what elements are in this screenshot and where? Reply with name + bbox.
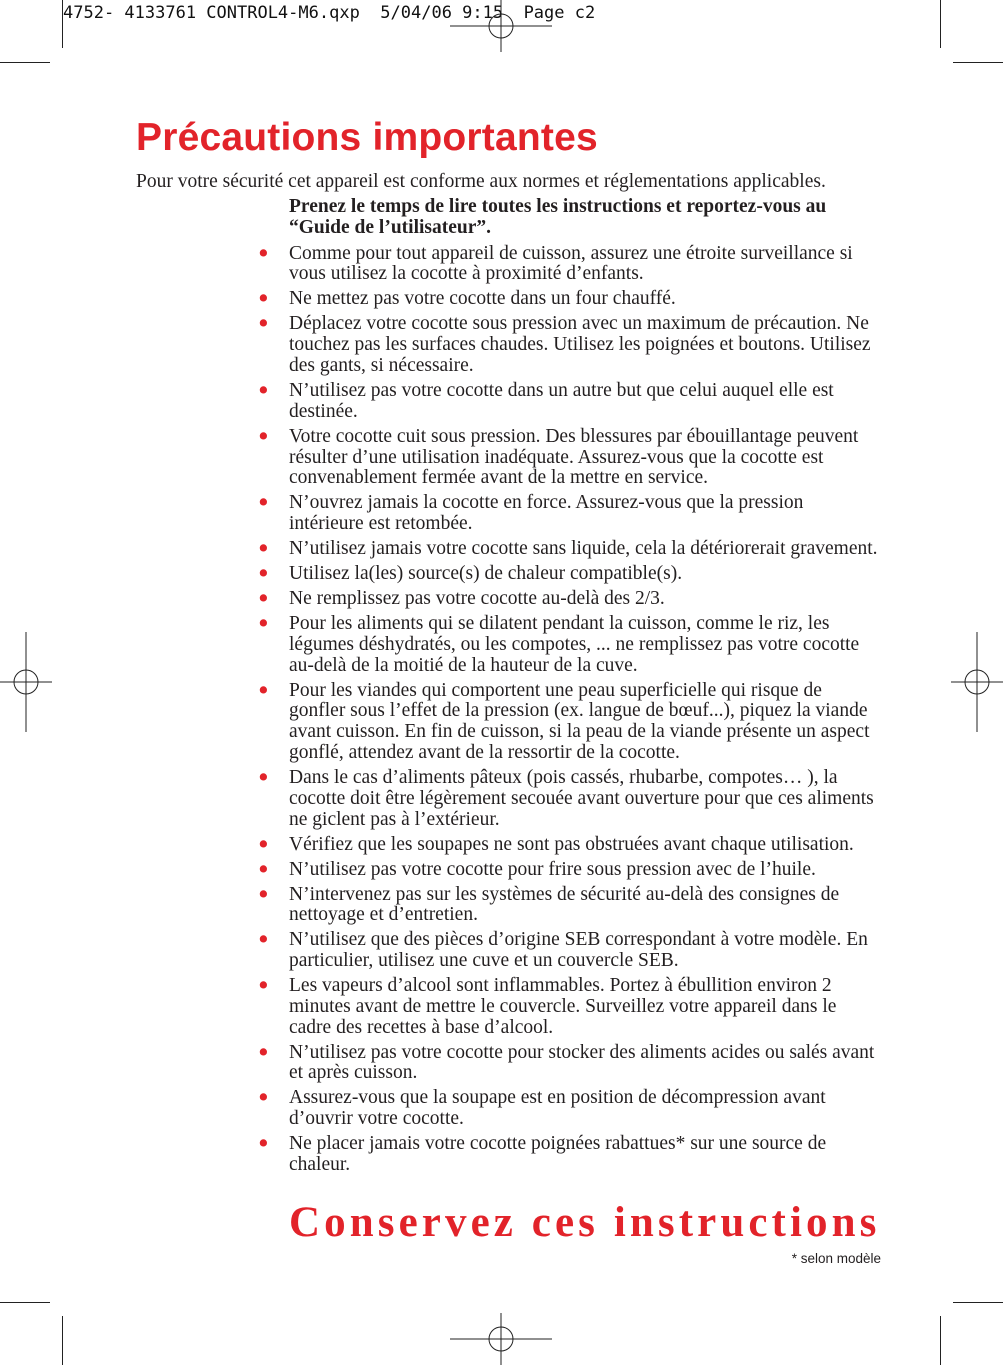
registration-mark-icon — [450, 1313, 552, 1365]
crop-mark — [940, 1316, 941, 1365]
list-item-text: N’utilisez que des pièces d’origine SEB correspondant à votre modèle. En particulier, utilisez une cuve et un couvercle SEB. — [289, 929, 868, 972]
list-item — [256, 762, 881, 830]
list-item-text: N’utilisez pas votre cocotte pour frire sous pression avec de l’huile. — [289, 858, 816, 880]
list-item — [256, 421, 881, 489]
crop-mark — [62, 0, 63, 48]
lead-instruction: Prenez le temps de lire toutes les instructions et reportez-vous au “Guide de l’utilisateur”. — [289, 196, 827, 238]
precautions-content — [256, 196, 881, 1180]
list-item-text: N’utilisez jamais votre cocotte sans liquide, cela la détériorerait gravement. — [289, 538, 878, 560]
crop-mark — [953, 1302, 1003, 1303]
page-title: Précautions importantes — [136, 116, 598, 159]
crop-mark — [0, 1302, 50, 1303]
list-item-text: Pour les viandes qui comportent une peau superficielle qui risque de gonfler sous l’effet de la pression (ex. langue de bœuf...), piquez la viande avant cuisson. En fin de cuisson, si la peau de la viande présente un aspect gonflé, attendez avant de la ressortir de la cocotte. — [289, 679, 870, 763]
list-item — [256, 488, 881, 535]
registration-mark-icon — [450, 0, 552, 52]
footnote: * selon modèle — [791, 1251, 881, 1266]
list-item-text: Utilisez la(les) source(s) de chaleur compatible(s). — [289, 563, 683, 585]
list-item — [256, 309, 881, 376]
list-item-text: Dans le cas d’aliments pâteux (pois cassés, rhubarbe, compotes… ), la cocotte doit être légèrement secouée avant ouverture pour que ces aliments ne giclent pas à l’extérieur. — [289, 766, 874, 830]
list-item — [256, 1129, 881, 1176]
bullet-icon: • — [256, 675, 271, 705]
list-item — [256, 829, 881, 859]
bullet-icon: • — [256, 309, 271, 339]
bullet-icon: • — [256, 879, 271, 909]
bullet-icon: • — [256, 488, 271, 518]
list-item — [256, 854, 881, 884]
bullet-icon: • — [256, 609, 271, 639]
list-item-text: Déplacez votre cocotte sous pression avec un maximum de précaution. Ne touchez pas les surfaces chaudes. Utilisez les poignées et boutons. Utilisez des gants, si nécessaire. — [289, 313, 871, 376]
bullet-icon: • — [256, 829, 271, 859]
list-item-text: Les vapeurs d’alcool sont inflammables. Portez à ébullition environ 2 minutes avant de mettre le couvercle. Surveillez votre appareil dans le cadre des recettes à base d’alcool. — [289, 975, 837, 1038]
closing-heading: Conservez ces instructions — [289, 1199, 881, 1246]
list-item — [256, 1037, 881, 1085]
crop-mark — [0, 62, 50, 63]
bullet-icon: • — [256, 1083, 271, 1113]
list-item — [256, 609, 881, 676]
bullet-icon: • — [256, 421, 271, 451]
list-item-text: Ne mettez pas votre cocotte dans un four chauffé. — [289, 288, 676, 310]
registration-mark-icon — [0, 632, 52, 732]
list-item-text: Votre cocotte cuit sous pression. Des blessures par ébouillantage peuvent résulter d’une utilisation inadéquate. Assurez-vous que la cocotte est convenablement fermée avant de la mettre en service. — [289, 425, 859, 489]
list-item — [256, 584, 881, 614]
list-item — [256, 284, 881, 314]
crop-mark — [953, 62, 1003, 63]
bullet-icon: • — [256, 971, 271, 1001]
list-item — [256, 971, 881, 1038]
list-item — [256, 238, 881, 286]
bullet-icon: • — [256, 1037, 271, 1067]
list-item-text: N’utilisez pas votre cocotte pour stocker des aliments acides ou salés avant et après cuisson. — [289, 1041, 875, 1084]
bullet-icon: • — [256, 854, 271, 884]
registration-mark-icon — [951, 632, 1003, 732]
list-item-text: N’intervenez pas sur les systèmes de sécurité au-delà des consignes de nettoyage et d’entretien. — [289, 883, 840, 926]
print-slug: 4752- 4133761 CONTROL4-M6.qxp 5/04/06 9:15 Page c2 — [63, 3, 596, 23]
list-item-text: Comme pour tout appareil de cuisson, assurez une étroite surveillance si vous utilisez la cocotte à proximité d’enfants. — [289, 242, 853, 285]
list-item-text: Assurez-vous que la soupape est en position de décompression avant d’ouvrir votre cocotte. — [289, 1087, 826, 1130]
precautions-list — [256, 238, 881, 1176]
list-item-text: Ne remplissez pas votre cocotte au-delà des 2/3. — [289, 588, 665, 610]
list-item — [256, 879, 881, 927]
list-item — [256, 1083, 881, 1130]
list-item-text: N’ouvrez jamais la cocotte en force. Assurez-vous que la pression intérieure est retombée. — [289, 492, 804, 535]
bullet-icon: • — [256, 584, 271, 614]
list-item-text: Vérifiez que les soupapes ne sont pas obstruées avant chaque utilisation. — [289, 833, 854, 855]
list-item — [256, 675, 881, 764]
bullet-icon: • — [256, 1129, 271, 1159]
crop-mark — [940, 0, 941, 48]
list-item — [256, 534, 881, 564]
list-item-text: N’utilisez pas votre cocotte dans un autre but que celui auquel elle est destinée. — [289, 379, 834, 422]
list-item-text: Ne placer jamais votre cocotte poignées rabattues* sur une source de chaleur. — [289, 1133, 827, 1176]
bullet-icon: • — [256, 762, 271, 792]
list-item — [256, 559, 881, 589]
bullet-icon: • — [256, 559, 271, 589]
crop-mark — [62, 1316, 63, 1365]
bullet-icon: • — [256, 925, 271, 955]
intro-text: Pour votre sécurité cet appareil est conforme aux normes et réglementations applicables. — [136, 171, 826, 192]
list-item — [256, 375, 881, 423]
bullet-icon: • — [256, 375, 271, 405]
list-item — [256, 925, 881, 972]
bullet-icon: • — [256, 534, 271, 564]
list-item-text: Pour les aliments qui se dilatent pendant la cuisson, comme le riz, les légumes déshydratés, ou les compotes, ... ne remplissez pas votre cocotte au-delà de la moitié de la hauteur de la cuve. — [289, 613, 860, 676]
bullet-icon: • — [256, 238, 271, 268]
bullet-icon: • — [256, 284, 271, 314]
